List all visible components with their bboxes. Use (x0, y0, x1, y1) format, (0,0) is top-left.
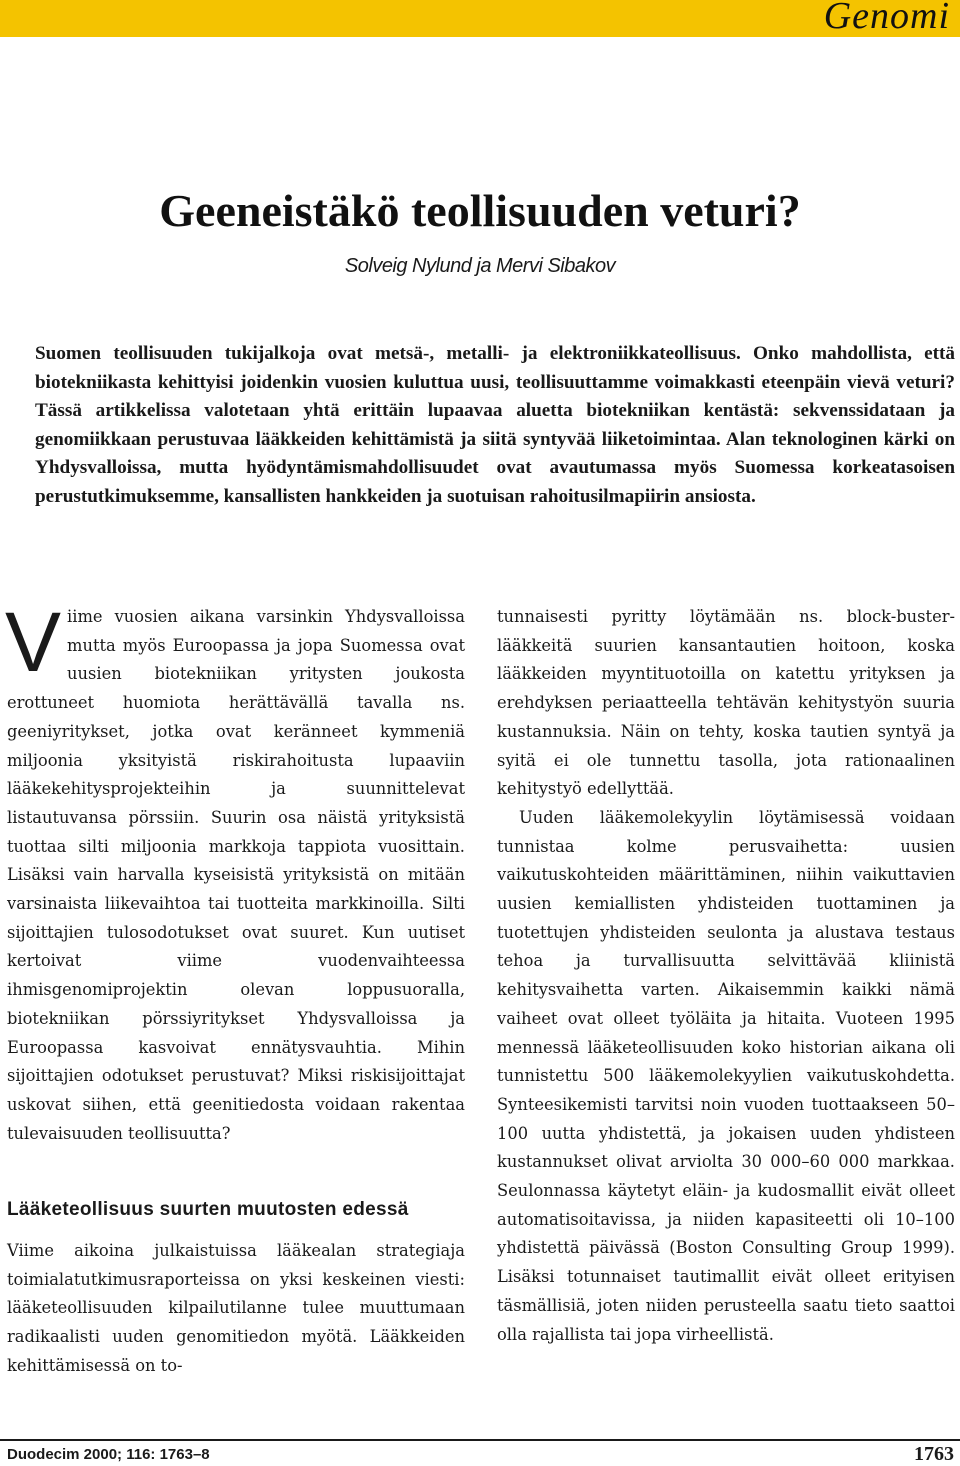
article-title: Geeneistäkö teollisuuden veturi? (159, 185, 801, 236)
body-paragraph-4: Uuden lääkemolekyylin löytämisessä voidaan tunnistaa kolme perusvaihetta: uusien vaikutuskohteiden määrittäminen, niihin vaikuttavien uusien kemiallisten yhdisteiden tuottaminen ja tuotettujen yhdisteiden seulonta ja alustava testaus tehoa ja turvallisuutta selvittävää kliinistä kehitysvaihetta varten. Aikaisemmin kaikki nämä vaiheet ovat olleet työläita ja hitaita. Vuoteen 1995 mennessä lääketeollisuuden koko historian aikana oli tunnistettu 500 lääkemolekyylien vaikutuskohdetta. Synteesikemisti tarvitsi noin vuoden tuottaakseen 50–100 uutta yhdistettä, ja jokaisen uuden yhdisteen kustannukset olivat arviolta 30 000–60 000 markkaa. Seulonnassa käytetyt eläin- ja kudosmallit eivät olleet automatisoitavissa, ja niiden kapasiteetti oli 10–100 yhdistettä päivässä (Boston Consulting Group 1999). Lisäksi totunnaiset tautimallit eivät olleet erityisen täsmällisiä, joten niiden perusteella saatu tieto saattoi olla rajallista tai jopa virheellistä. (497, 807, 955, 1344)
body-paragraph-2: Viime aikoina julkaistuissa lääkealan strategiaja toimialatutkimusraporteissa on yksi keskeinen viesti: lääketeollisuuden kilpailutilanne tulee muuttumaan radikaalisti uuden genomitiedon myötä. Lääkkeiden kehittämisessä on to- (7, 1241, 465, 1375)
article-authors: Solveig Nylund ja Mervi Sibakov (344, 255, 616, 277)
header-band (0, 0, 960, 37)
abstract: Suomen teollisuuden tukijalkoja ovat metsä-, metalli- ja elektroniikkateollisuus. Onko mahdollista, että biotekniikasta kehittyisi joidenkin vuosien kuluttua uusi, teollisuuttamme voimakkasti eteenpäin vievä veturi? Tässä artikkelissa valotetaan yhtä erittäin lupaavaa aluetta biotekniikan kentästä: sekvenssidataan ja genomiikkaan perustuvaa lääkkeiden kehittämistä ja siitä syntyvää liiketoimintaa. Alan teknologinen kärki on Yhdysvalloissa, mutta hyödyntämismahdollisuudet ovat avautumassa myös Suomessa korkeatasoisen perustutkimuksemme, kansallisten hankkeiden ja suotuisan rahoitusilmapiirin ansiosta. (35, 343, 955, 507)
paragraph-1-text: iime vuosien aikana varsinkin Yhdysvalloissa mutta myös Euroopassa ja jopa Suomessa ovat uusien biotekniikan yritysten joukosta erottuneet huomiota herättävällä tavalla ns. geeniyritykset, jotka ovat keränneet kymmeniä miljoonia yksityistä riskirahoitusta lupaaviin lääkekehitysprojekteihin ja suunnittelevat listautuvansa pörssiin. Suurin osa näistä yrityksistä tuottaa silti miljoonia markkoja tappiota vuosittain. Lisäksi vain harvalla kyseisistä yrityksistä on mitään varsinaista liikevaihtoa tai tuotteita markkinoilla. Silti sijoittajien tulosodotukset ovat suuret. Kun uutiset kertoivat viime vuodenvaihteessa ihmisgenomiprojektin olevan loppusuoralla, biotekniikan pörssiyritykset Yhdysvalloissa ja Euroopassa kasvoivat ennätysvauhtia. Mihin sijoittajien odotukset perustuvat? Miksi riskisijoittajat uskovat siihen, että geenitiedosta voidaan rakentaa tulevaisuuden teollisuutta? (7, 607, 465, 1143)
drop-cap: V (5, 595, 62, 689)
left-column (5, 595, 465, 1381)
footer-rule (0, 1439, 960, 1441)
journal-citation: Duodecim 2000; 116: 1763–8 (7, 1446, 210, 1463)
section-title: Genomi (823, 0, 950, 37)
body-paragraph-3: tunnaisesti pyritty löytämään ns. block-buster-lääkkeitä suurien kansantautien hoitoon, koska lääkkeiden myyntituotoilla on katettu yrityksen ja erehdyksen periaatteella tehtävän kehitystyön suuria kustannuksia. Näin on tehty, koska tautien syntyä ja syitä ei ole tunnettu tasolla, jota rationaalinen kehitystyö edellyttää. (497, 607, 955, 799)
section-heading: Lääketeollisuus suurten muutosten edessä (7, 1199, 409, 1221)
page-number: 1763 (914, 1443, 954, 1465)
right-column (497, 603, 955, 1349)
body-paragraph-1 (5, 595, 465, 1148)
